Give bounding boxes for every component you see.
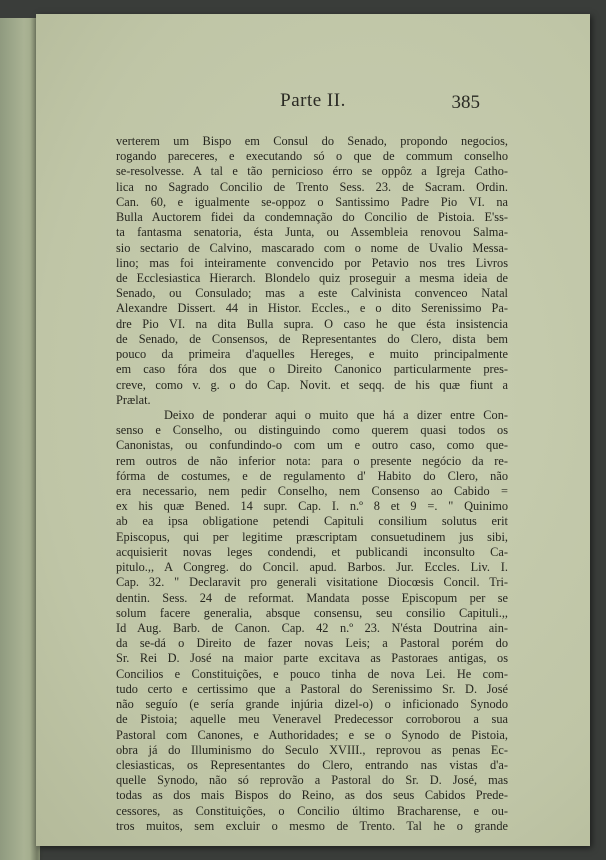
text-line: clesiasticas, os Representantes do Clero, entrando nas vistas d'a- xyxy=(116,757,508,772)
text-line: senso e Conselho, ou distinguindo como querem quasi todos os xyxy=(116,423,508,438)
text-line: de Ecclesiastica Hierarch. Blondelo quiz proseguir a mesma ideia de xyxy=(116,270,508,285)
text-line: acquisierit novas leges condendi, et publicandi inconsulto Ca- xyxy=(116,544,508,559)
text-line: de Senado, de Consensos, de Representantes do Clero, dista bem xyxy=(116,331,508,346)
text-line: tudo certo e certissimo que a Pastoral do Serenissimo Sr. D. José xyxy=(116,681,508,696)
text-line: lica no Sagrado Concilio de Trento Sess. 23. de Sacram. Ordin. xyxy=(116,179,508,194)
text-line: Sr. Rei D. José na maior parte excitava as Pastoraes antigas, os xyxy=(116,651,508,666)
text-line: cessores, as Constituições, o Concilio último Bracharense, e ou- xyxy=(116,803,508,818)
body-text xyxy=(116,134,508,834)
text-line: dre Pio VI. na dita Bulla supra. O caso he que ésta insistencia xyxy=(116,316,508,331)
text-line: Cap. 32. " Declaravit pro generali visitatione Diocœsis Concil. Tri- xyxy=(116,575,508,590)
text-line: fórma de costumes, e de regulamento d' Habito do Clero, não xyxy=(116,468,508,483)
text-line: Episcopus, qui per legitime præscriptam consuetudinem jus sibi, xyxy=(116,529,508,544)
text-line: Concilios e Constituições, e pouco tinha de nova Lei. He com- xyxy=(116,666,508,681)
text-line: Id Aug. Barb. de Canon. Cap. 42 n.º 23. N'ésta Doutrina ain- xyxy=(116,621,508,635)
text-line: quelle Synodo, não só reprovão a Pastoral do Sr. D. José, mas xyxy=(116,773,508,788)
text-line: Deixo de ponderar aqui o muito que há a dizer entre Con- xyxy=(164,407,508,422)
text-line: não seguío (e sería grande injúria dizel-o) o inficionado Synodo xyxy=(116,697,508,712)
text-line: verterem um Bispo em Consul do Senado, propondo negocios, xyxy=(116,134,508,148)
page-number: 385 xyxy=(451,92,480,113)
text-line: rogando pareceres, e executando só o que de commum conselho xyxy=(116,149,508,164)
text-line: de Pistoia; aquelle meu Veneravel Predecessor corroborou a sua xyxy=(116,712,508,727)
text-line: Prælat. xyxy=(116,392,151,407)
text-line: Bulla Auctorem fidei da condemnação do Concilio de Pistoia. E'ss- xyxy=(116,210,508,225)
text-line: pitulo.,, A Congreg. do Concil. apud. Barbos. Jur. Eccles. Liv. I. xyxy=(116,560,508,575)
text-line: pouco da primeira d'aquelles Hereges, e muito principalmente xyxy=(116,347,508,362)
text-line: ta fantasma senatoria, ésta Junta, ou Assembleia renovou Salma- xyxy=(116,225,508,240)
text-line: se-resolvesse. A tal e tão pernicioso érro se oppôz a Igreja Catho- xyxy=(116,164,508,179)
text-line: obra já do Illuminismo do Seculo XVIII., reprovou as penas Ec- xyxy=(116,742,508,757)
text-line: Alexandre Dissert. 44 in Histor. Eccles., e o dito Serenissimo Pa- xyxy=(116,301,508,316)
text-line: creve, como v. g. o do Cap. Novit. et seqq. de his quæ fiunt a xyxy=(116,377,508,392)
running-head: Parte II. xyxy=(280,90,346,111)
text-line: em caso fóra dos que o Direito Canonico particularmente pres- xyxy=(116,362,508,377)
text-line: da se-dá o Direito de fazer novas Leis; a Pastoral porém do xyxy=(116,636,508,651)
text-line: era necessario, nem pedir Conselho, nem Consenso ao Cabido = xyxy=(116,484,508,499)
text-line: lino; mas foi inteiramente convencido por Petavio nos tres Livros xyxy=(116,255,508,270)
text-line: Canonistas, ou confundindo-o com um e outro caso, como que- xyxy=(116,438,508,453)
page-header xyxy=(36,90,590,120)
text-line: solum facere generalia, absque consensu, seu consilio Capituli.,, xyxy=(116,605,508,620)
text-line: ab ea ipsa obligatione petendi Capituli consilium solutus erit xyxy=(116,514,508,529)
text-line: tros muitos, sem excluir o mesmo de Trento. Tal he o grande xyxy=(116,818,508,833)
book-page xyxy=(36,14,590,846)
text-line: todas as dos mais Bispos do Reino, as dos seus Cabidos Prede- xyxy=(116,788,508,803)
text-line: Can. 60, e igualmente se-oppoz o Santissimo Padre Pio VI. na xyxy=(116,194,508,209)
text-line: Pastoral com Canones, e Authoridades; e se o Synodo de Pistoia, xyxy=(116,727,508,742)
text-line: sio sectario de Calvino, mascarado com o nome de Uvalio Messa- xyxy=(116,240,508,255)
text-line: Senado, ou Consulado; mas a este Calvinista convenceo Natal xyxy=(116,286,508,301)
text-line: ex his quæ Bened. 14 supr. Cap. I. n.º 8 et 9 =. " Quinimo xyxy=(116,499,508,514)
text-line: dentin. Sess. 24 de reformat. Mandata posse Episcopum per se xyxy=(116,590,508,605)
text-line: rem outros de não inferior nota: para o presente negócio da re- xyxy=(116,453,508,468)
